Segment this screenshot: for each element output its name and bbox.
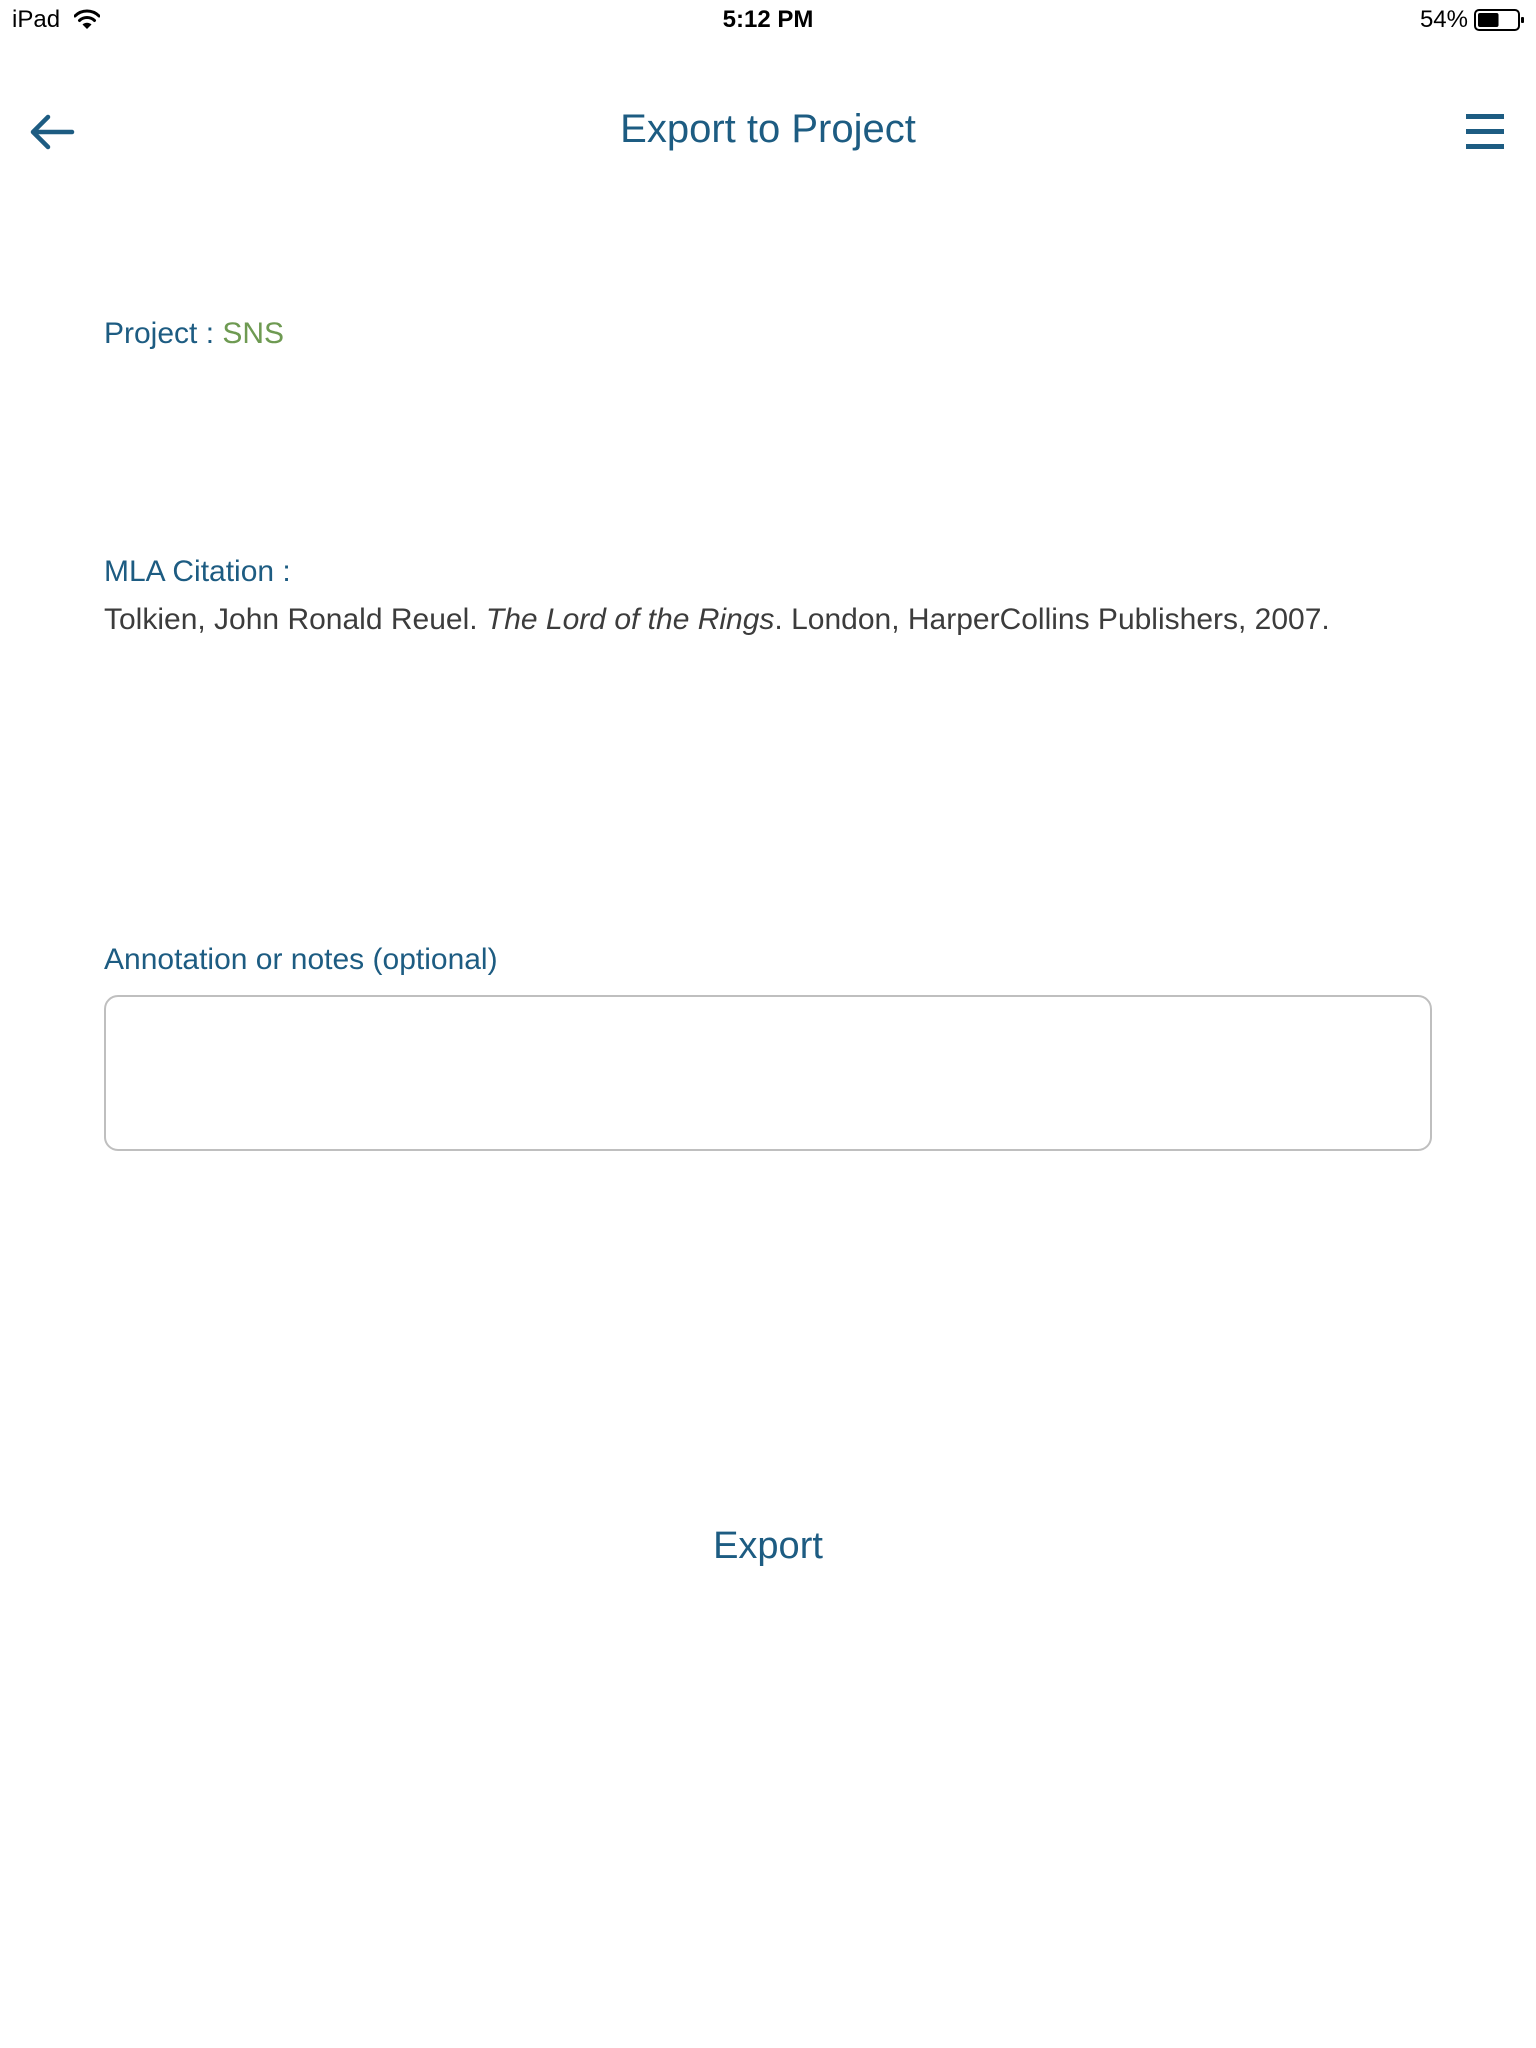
citation-text: [104, 600, 1330, 640]
project-row: [104, 314, 284, 354]
battery-percent: 54%: [1419, 6, 1468, 33]
page-title: Export to Project: [620, 107, 916, 151]
export-button[interactable]: Export: [713, 1525, 823, 1567]
status-bar: [0, 0, 1536, 40]
citation-label: MLA Citation :: [104, 555, 291, 588]
notes-input[interactable]: [104, 995, 1432, 1151]
project-label: Project :: [104, 317, 223, 350]
menu-button[interactable]: [1462, 110, 1508, 154]
battery-fill: [1478, 13, 1499, 27]
hamburger-menu-icon: [1462, 141, 1508, 158]
battery-icon: [1474, 8, 1526, 32]
citation-title: The Lord of the Rings: [485, 603, 775, 636]
nav-bar: [0, 84, 1536, 174]
citation-publisher: . London, HarperCollins Publishers, 2007.: [774, 603, 1330, 636]
device-name: iPad: [12, 6, 61, 33]
notes-label: Annotation or notes (optional): [104, 943, 498, 976]
status-right: [1420, 6, 1526, 34]
citation-author: Tolkien, John Ronald Reuel.: [104, 603, 486, 636]
project-value: SNS: [222, 317, 285, 350]
status-time: 5:12 PM: [722, 6, 814, 33]
